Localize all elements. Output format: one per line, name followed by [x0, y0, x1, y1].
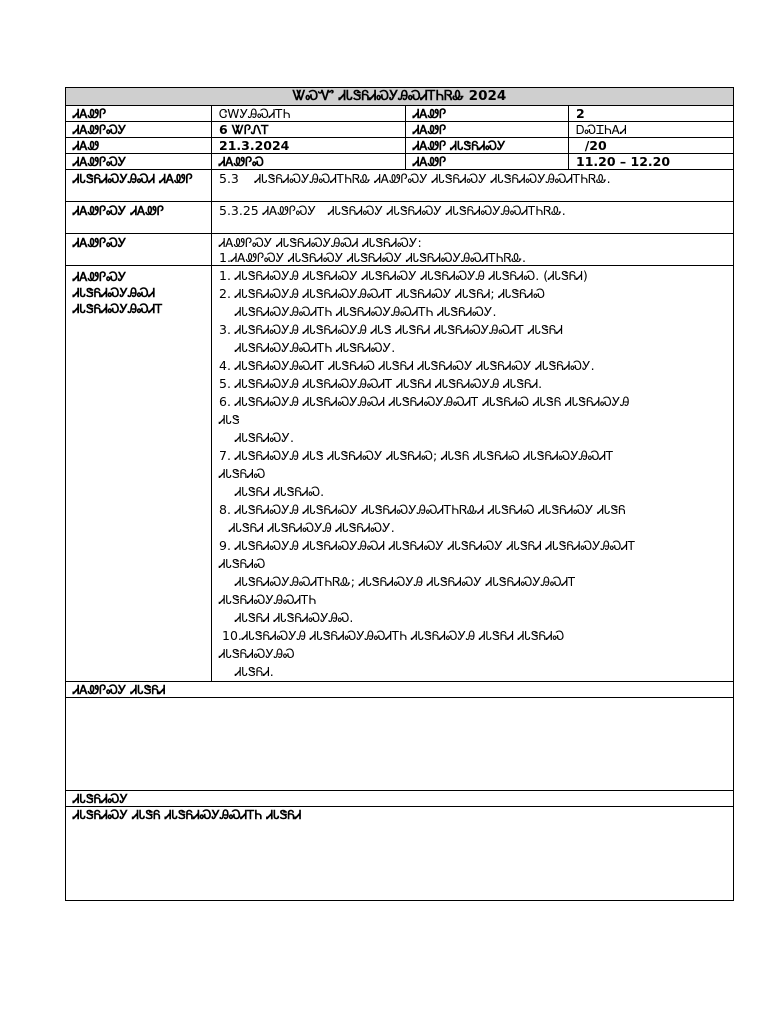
reflection-body: [66, 698, 734, 791]
info-row: [66, 138, 734, 154]
activity-line: ᏗᏓᏕᏲᏗᏍᎩᎯᏍᏗᎢᏂ ᏗᏓᏕᏲᏗᏍᎩ.: [235, 340, 396, 355]
activity-line: ᏗᏓᏕᏲᏗ ᏗᏓᏕᏲᏗᏍᎩᎯᏍ.: [235, 610, 354, 625]
activity-line: 4. ᏗᏓᏕᏲᏗᏍᎩᎯᏍᏗᎢ ᏗᏓᏕᏲᏗᏍ ᏗᏓᏕᏲᏗ ᏗᏓᏕᏲᏗᏍᎩ ᏗᏓᏕᏲᏗᏍᎩ ᏗᏓᏕᏲᏗᏍᎩ.: [219, 358, 595, 373]
activity-line: ᏗᏓᏕᏲᏗᏍᎩᎯᏍᏗᎢᏂ ᏗᏓᏕᏲᏗᏍᎩᎯᏍᏗᎢᏂ ᏗᏓᏕᏲᏗᏍᎩ.: [235, 304, 497, 319]
learning-standard-label: ᏗᎪᏪᎵᏍᎩ ᏗᎪᏪᎵ: [66, 202, 212, 234]
objective-row: [66, 234, 734, 266]
activities-row: [66, 266, 734, 682]
activity-line: ᏗᏓᏕᏲᏗᏍ: [219, 466, 266, 481]
info-value: 6 ᏔᎵᏁᎢ: [212, 122, 406, 138]
activity-line: 3. ᏗᏓᏕᏲᏗᏍᎩᎯ ᏗᏓᏕᏲᏗᏍᎩᎯ ᏗᏓᏕ ᏗᏓᏕᏲᏗ ᏗᏓᏕᏲᏗᏍᎩᎯᏍᏗᎢ ᏗᏓᏕᏲᏗ: [219, 322, 563, 337]
activities-label-line: ᏗᏓᏕᏲᏗᏍᎩᎯᏍᏗᎢ: [73, 301, 163, 316]
activity-line: 9. ᏗᏓᏕᏲᏗᏍᎩᎯ ᏗᏓᏕᏲᏗᏍᎩᎯᏍᏗ ᏗᏓᏕᏲᏗᏍᎩ ᏗᏓᏕᏲᏗᏍᎩ ᏗᏓᏕᏲᏗ ᏗᏓᏕᏲᏗᏍᎩᎯᏍᏗᎢ: [219, 538, 636, 553]
info-value: /20: [569, 138, 734, 154]
info-label: ᏗᎪᏪᎵᏍᎩ: [66, 154, 212, 170]
activity-line: 1. ᏗᏓᏕᏲᏗᏍᎩᎯ ᏗᏓᏕᏲᏗᏍᎩ ᏗᏓᏕᏲᏗᏍᎩ ᏗᏓᏕᏲᏗᏍᎩᎯ ᏗᏓᏕᏲᏗᏍ. (ᏗᏓᏕᏲᏗ): [219, 268, 588, 283]
lesson-plan-table: [65, 87, 734, 901]
info-value: 21.3.2024: [212, 138, 406, 154]
objective-value: [212, 234, 734, 266]
objective-label: ᏗᎪᏪᎵᏍᎩ: [66, 234, 212, 266]
info-label: ᏗᎪᏪᎵ: [406, 122, 569, 138]
info-label: ᏗᎪᏪᎵ ᏗᏓᏕᏲᏗᏍᎩ: [406, 138, 569, 154]
info-label: ᏗᎪᏪᎵ: [66, 106, 212, 122]
activities-label-line: ᏗᏓᏕᏲᏗᏍᎩᎯᏍᏗ: [73, 285, 156, 300]
activity-line: ᏗᏓᏕᏲᏗᏍᎩ.: [235, 430, 294, 445]
info-row: [66, 154, 734, 170]
activity-line: ᏗᏓᏕ: [219, 412, 240, 427]
activity-line: ᏗᏓᏕᏲᏗᏍ: [219, 556, 266, 571]
activity-line: 6. ᏗᏓᏕᏲᏗᏍᎩᎯ ᏗᏓᏕᏲᏗᏍᎩᎯᏍᏗ ᏗᏓᏕᏲᏗᏍᎩᎯᏍᏗᎢ ᏗᏓᏕᏲᏗᏍ ᏗᏓᏕᏲ ᏗᏓᏕᏲᏗᏍᎩᎯ: [219, 394, 630, 409]
info-label: ᏗᎪᏪᎵ: [406, 154, 569, 170]
reflection-header-row: [66, 682, 734, 698]
reflection-body-row: [66, 698, 734, 791]
info-row: [66, 106, 734, 122]
lesson-plan-document: [65, 87, 733, 901]
activity-line: ᏗᏓᏕᏲᏗᏍᎩᎯᏍᏗᎢᏂ: [219, 592, 317, 607]
activity-line: ᏗᏓᏕᏲᏗᏍᎩᎯᏍ: [219, 646, 295, 661]
info-row: [66, 122, 734, 138]
notes-body: ᏗᏓᏕᏲᏗᏍᎩ ᏗᏓᏕᏲ ᏗᏓᏕᏲᏗᏍᎩᎯᏍᏗᎢᏂ ᏗᏓᏕᏲᏗ: [66, 807, 734, 901]
info-label: ᏗᎪᏪ: [66, 138, 212, 154]
info-value: ᎠᏍᏆᏂᎪᏗ: [569, 122, 734, 138]
activity-line: ᏗᏓᏕᏲᏗ ᏗᏓᏕᏲᏗᏍ.: [235, 484, 325, 499]
info-value: 2: [569, 106, 734, 122]
title-row: [66, 88, 734, 106]
content-standard-row: [66, 170, 734, 202]
learning-standard-row: [66, 202, 734, 234]
reflection-label: ᏗᎪᏪᎵᏍᎩ ᏗᏓᏕᏲᏗ: [66, 682, 734, 698]
activities-label: [66, 266, 212, 682]
activity-line: 8. ᏗᏓᏕᏲᏗᏍᎩᎯ ᏗᏓᏕᏲᏗᏍᎩ ᏗᏓᏕᏲᏗᏍᎩᎯᏍᏗᎢᏂᏒᎲᏗ ᏗᏓᏕᏲᏗᏍ ᏗᏓᏕᏲᏗᏍᎩ ᏗᏓᏕᏲ: [219, 502, 626, 517]
objective-item: 1.ᏗᎪᏪᎵᏍᎩ ᏗᏓᏕᏲᏗᏍᎩ ᏗᏓᏕᏲᏗᏍᎩ ᏗᏓᏕᏲᏗᏍᎩᎯᏍᏗᎢᏂᏒᎲ.: [219, 250, 526, 265]
info-label: ᏗᎪᏪᎵᏍᎩ: [66, 122, 212, 138]
activity-line: ᏗᏓᏕᏲᏗᏍᎩᎯᏍᏗᎢᏂᏒᎲ; ᏗᏓᏕᏲᏗᏍᎩᎯ ᏗᏓᏕᏲᏗᏍᎩ ᏗᏓᏕᏲᏗᏍᎩᎯᏍᏗᎢ: [235, 574, 576, 589]
activity-line: ᏗᏓᏕᏲᏗ ᏗᏓᏕᏲᏗᏍᎩᎯ ᏗᏓᏕᏲᏗᏍᎩ.: [229, 520, 395, 535]
info-value: 11.20 – 12.20: [569, 154, 734, 170]
activity-line: 2. ᏗᏓᏕᏲᏗᏍᎩᎯ ᏗᏓᏕᏲᏗᏍᎩᎯᏍᏗᎢ ᏗᏓᏕᏲᏗᏍᎩ ᏗᏓᏕᏲᏗ; ᏗᏓᏕᏲᏗᏍ: [219, 286, 545, 301]
info-label: ᏗᎪᏪᎵ: [406, 106, 569, 122]
info-value: ᏗᎪᏪᎵᏍ: [212, 154, 406, 170]
content-standard-label: ᏗᏓᏕᏲᏗᏍᎩᎯᏍᏗ ᏗᎪᏪᎵ: [66, 170, 212, 202]
activity-line: 10.ᏗᏓᏕᏲᏗᏍᎩᎯ ᏗᏓᏕᏲᏗᏍᎩᎯᏍᏗᎢᏂ ᏗᏓᏕᏲᏗᏍᎩᎯ ᏗᏓᏕᏲᏗ ᏗᏓᏕᏲᏗᏍ: [222, 628, 565, 643]
activity-line: ᏗᏓᏕᏲᏗ.: [235, 664, 274, 679]
content-standard-value: 5.3 ᏗᏓᏕᏲᏗᏍᎩᎯᏍᏗᎢᏂᏒᎲ ᏗᎪᏪᎵᏍᎩ ᏗᏓᏕᏲᏗᏍᎩ ᏗᏓᏕᏲᏗᏍᎩᎯᏍᏗᎢᏂᏒᎲ.: [212, 170, 734, 202]
activity-line: 5. ᏗᏓᏕᏲᏗᏍᎩᎯ ᏗᏓᏕᏲᏗᏍᎩᎯᏍᏗᎢ ᏗᏓᏕᏲᏗ ᏗᏓᏕᏲᏗᏍᎩᎯ ᏗᏓᏕᏲᏗ.: [219, 376, 543, 391]
info-value: ᏣᎳᎩᎯᏍᏗᎢᏂ: [212, 106, 406, 122]
notes-body-row: [66, 807, 734, 901]
learning-standard-value: 5.3.25 ᏗᎪᏪᎵᏍᎩ ᏗᏓᏕᏲᏗᏍᎩ ᏗᏓᏕᏲᏗᏍᎩ ᏗᏓᏕᏲᏗᏍᎩᎯᏍᏗᎢᏂᏒᎲ.: [212, 202, 734, 234]
document-title: ᏔᏍᏉ ᏗᏓᏕᏲᏗᏍᎩᎯᏍᏗᎢᏂᏒᎲ 2024: [66, 88, 734, 106]
activities-label-line: ᏗᎪᏪᎵᏍᎩ: [73, 269, 127, 284]
objective-intro: ᏗᎪᏪᎵᏍᎩ ᏗᏓᏕᏲᏗᏍᎩᎯᏍᏗ ᏗᏓᏕᏲᏗᏍᎩ:: [219, 235, 422, 250]
activities-list: [212, 266, 734, 682]
notes-header-row: [66, 791, 734, 807]
activity-line: 7. ᏗᏓᏕᏲᏗᏍᎩᎯ ᏗᏓᏕ ᏗᏓᏕᏲᏗᏍᎩ ᏗᏓᏕᏲᏗᏍ; ᏗᏓᏕᏲ ᏗᏓᏕᏲᏗᏍ ᏗᏓᏕᏲᏗᏍᎩᎯᏍᏗᎢ: [219, 448, 614, 463]
notes-label: ᏗᏓᏕᏲᏗᏍᎩ: [66, 791, 734, 807]
